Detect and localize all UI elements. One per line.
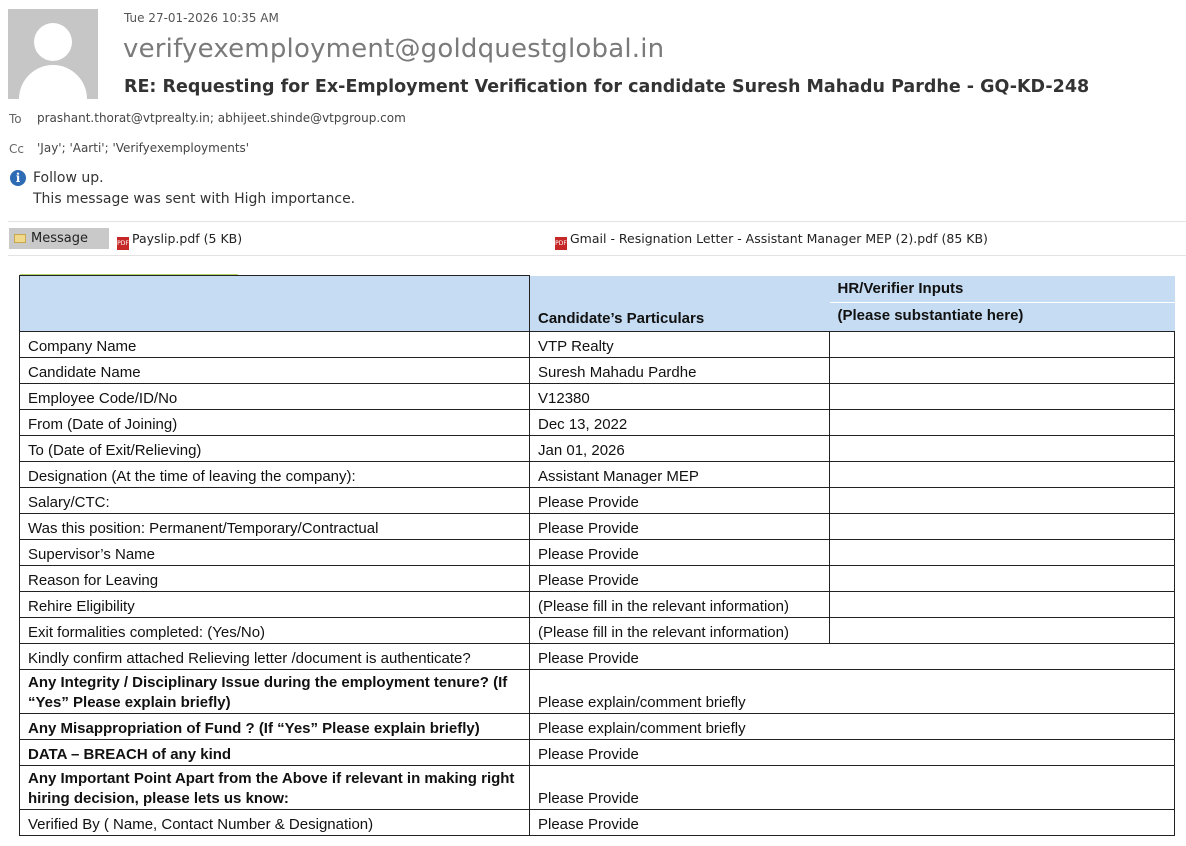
row-label: Any Important Point Apart from the Above if relevant in making right hiring decision, please lets us know:	[20, 765, 530, 809]
header-hr-line2: (Please substantiate here)	[837, 306, 1024, 324]
verifier-input-cell[interactable]	[830, 513, 1175, 539]
verifier-input-cell[interactable]	[830, 591, 1175, 617]
row-value: Please Provide	[530, 487, 830, 513]
table-row	[20, 809, 1175, 835]
sender-address[interactable]: verifyexemployment@goldquestglobal.in	[123, 34, 665, 64]
cc-label: Cc	[9, 142, 24, 156]
verifier-input-cell[interactable]	[830, 565, 1175, 591]
message-tab-label: Message	[31, 231, 88, 246]
attachment-payslip[interactable]	[117, 231, 242, 250]
follow-up-notice: Follow up.	[33, 170, 104, 186]
row-value: Please explain/comment briefly	[530, 669, 1175, 713]
row-label: Was this position: Permanent/Temporary/Contractual	[20, 513, 530, 539]
attachments-divider	[8, 255, 1186, 256]
pdf-icon: PDF	[117, 237, 129, 250]
row-value: Please Provide	[530, 565, 830, 591]
verifier-input-cell[interactable]	[830, 357, 1175, 383]
table-row	[20, 461, 1175, 487]
table-row	[20, 739, 1175, 765]
row-label: Exit formalities completed: (Yes/No)	[20, 617, 530, 643]
row-value: V12380	[530, 383, 830, 409]
cc-recipients[interactable]: 'Jay'; 'Aarti'; 'Verifyexemployments'	[37, 141, 250, 155]
email-subject: RE: Requesting for Ex-Employment Verification for candidate Suresh Mahadu Pardhe - GQ-KD-248	[124, 77, 1090, 97]
email-date: Tue 27-01-2026 10:35 AM	[124, 11, 279, 25]
info-icon: i	[10, 170, 26, 186]
row-label: Employee Code/ID/No	[20, 383, 530, 409]
header-hr-line1: HR/Verifier Inputs	[830, 279, 1175, 303]
verifier-input-cell[interactable]	[830, 409, 1175, 435]
row-label: To (Date of Exit/Relieving)	[20, 435, 530, 461]
verifier-input-cell[interactable]	[830, 331, 1175, 357]
verification-table	[19, 275, 1175, 836]
table-row	[20, 331, 1175, 357]
table-row	[20, 435, 1175, 461]
table-row	[20, 383, 1175, 409]
attachment-name: Payslip.pdf	[132, 231, 200, 246]
header-hr-verifier-inputs	[830, 276, 1175, 332]
verifier-input-cell[interactable]	[830, 487, 1175, 513]
table-header-row	[20, 276, 1175, 332]
message-tab[interactable]	[9, 228, 109, 249]
importance-notice: This message was sent with High importance.	[33, 191, 356, 207]
table-row	[20, 643, 1175, 669]
table-row	[20, 409, 1175, 435]
row-value: Suresh Mahadu Pardhe	[530, 357, 830, 383]
row-label: From (Date of Joining)	[20, 409, 530, 435]
row-label: Rehire Eligibility	[20, 591, 530, 617]
row-value: Please Provide	[530, 643, 1175, 669]
row-value: Please Provide	[530, 809, 1175, 835]
table-row	[20, 765, 1175, 809]
row-label: Kindly confirm attached Relieving letter /document is authenticate?	[20, 643, 530, 669]
row-label: Reason for Leaving	[20, 565, 530, 591]
row-label: Salary/CTC:	[20, 487, 530, 513]
row-value: Please explain/comment briefly	[530, 713, 1175, 739]
table-row	[20, 565, 1175, 591]
row-label: Candidate Name	[20, 357, 530, 383]
table-row	[20, 669, 1175, 713]
row-label: Designation (At the time of leaving the company):	[20, 461, 530, 487]
verifier-input-cell[interactable]	[830, 539, 1175, 565]
row-label: Any Integrity / Disciplinary Issue during the employment tenure? (If “Yes” Please explain briefly)	[20, 669, 530, 713]
table-row	[20, 513, 1175, 539]
header-blank-cell	[20, 276, 530, 332]
avatar-head	[34, 23, 72, 61]
table-row	[20, 617, 1175, 643]
attachment-name: Gmail - Resignation Letter - Assistant Manager MEP (2).pdf	[570, 231, 938, 246]
pdf-icon: PDF	[555, 237, 567, 250]
table-row	[20, 539, 1175, 565]
row-label: Company Name	[20, 331, 530, 357]
header-divider	[8, 221, 1186, 222]
row-value: (Please fill in the relevant information)	[530, 617, 830, 643]
row-value: Please Provide	[530, 539, 830, 565]
to-recipients[interactable]: prashant.thorat@vtprealty.in; abhijeet.shinde@vtpgroup.com	[37, 111, 406, 125]
table-row	[20, 357, 1175, 383]
verifier-input-cell[interactable]	[830, 383, 1175, 409]
attachment-resignation-letter[interactable]	[555, 231, 988, 250]
row-value: Assistant Manager MEP	[530, 461, 830, 487]
verifier-input-cell[interactable]	[830, 461, 1175, 487]
sender-avatar	[8, 9, 98, 99]
row-label: Any Misappropriation of Fund ? (If “Yes” Please explain briefly)	[20, 713, 530, 739]
avatar-body	[19, 65, 87, 99]
attachment-size: (85 KB)	[941, 231, 988, 246]
verifier-input-cell[interactable]	[830, 435, 1175, 461]
attachment-size: (5 KB)	[203, 231, 243, 246]
table-row	[20, 713, 1175, 739]
table-row	[20, 591, 1175, 617]
row-label: Verified By ( Name, Contact Number & Designation)	[20, 809, 530, 835]
envelope-icon	[14, 234, 26, 243]
row-value: (Please fill in the relevant information)	[530, 591, 830, 617]
verifier-input-cell[interactable]	[830, 617, 1175, 643]
row-value: Please Provide	[530, 513, 830, 539]
row-value: Jan 01, 2026	[530, 435, 830, 461]
row-value: VTP Realty	[530, 331, 830, 357]
to-label: To	[9, 112, 22, 126]
row-value: Dec 13, 2022	[530, 409, 830, 435]
row-value: Please Provide	[530, 765, 1175, 809]
row-value: Please Provide	[530, 739, 1175, 765]
row-label: Supervisor’s Name	[20, 539, 530, 565]
header-candidate-particulars: Candidate’s Particulars	[530, 276, 830, 332]
row-label: DATA – BREACH of any kind	[20, 739, 530, 765]
table-row	[20, 487, 1175, 513]
